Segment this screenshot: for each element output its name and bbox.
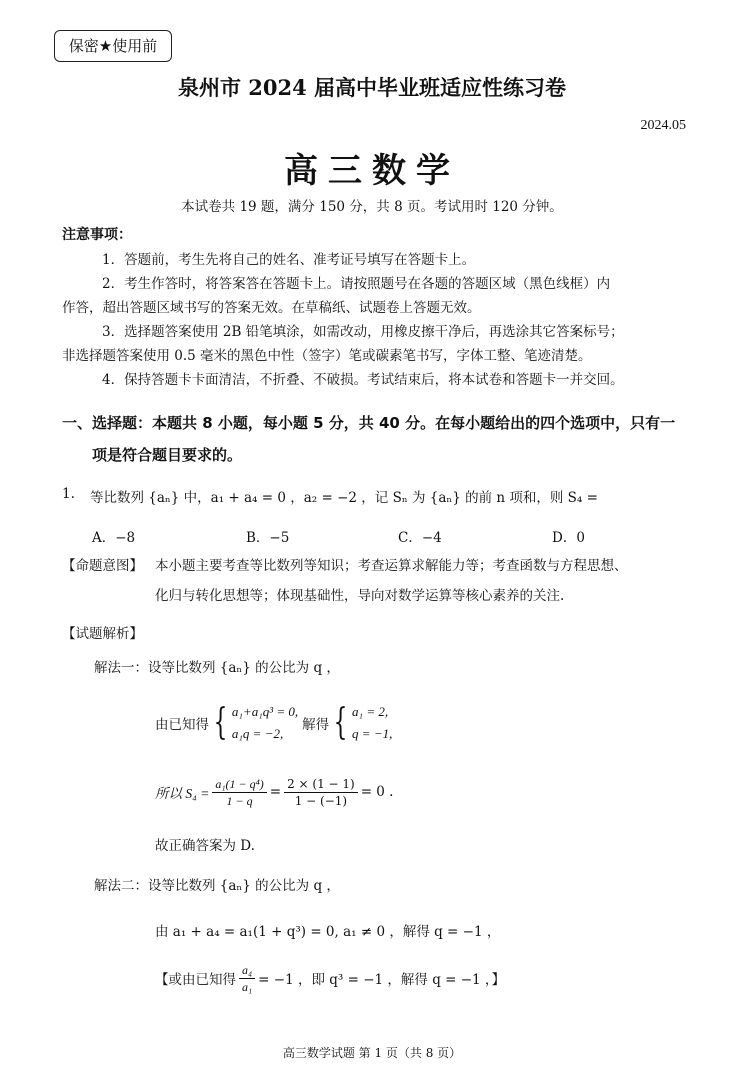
numerator: a₁(1 − q⁴) [212,776,266,793]
question-number: 1. [62,486,75,502]
equation-system-2 [352,701,392,745]
result: = 0 . [360,784,394,800]
intent-label: 【命题意图】 [62,558,143,574]
numerator: 2 × (1 − 1) [284,776,358,793]
equation-system-1 [232,701,298,745]
exam-title: 泉州市 2024 届高中毕业班适应性练习卷 [177,75,567,100]
numerator: a₄ [239,962,255,979]
sum-label: 所以 S₄ = [155,786,210,801]
section-heading-cont: 项是符合题目要求的。 [92,446,243,464]
notice-item: 1．答题前，考生先将自己的姓名、准考证号填写在答题卡上。 [102,252,476,268]
analysis-label: 【试题解析】 [62,626,143,642]
left-brace: { [213,702,228,743]
page-footer: 高三数学试题 第 1 页（共 8 页） [282,1046,462,1060]
fraction [284,776,358,809]
alt-prefix: 【或由已知得 [155,972,236,988]
method2-alt [155,956,505,1000]
known-label: 由已知得 [155,717,209,733]
fraction [212,776,266,809]
equation: q = −1, [352,726,393,741]
notice-item: 2．考生作答时，将答案答在答题卡上。请按照题号在各题的答题区域（黑色线框）内 [102,276,611,292]
notice-item: 非选择题答案使用 0.5 毫米的黑色中性（签字）笔或碳素笔书写，字体工整、笔迹清楚。 [62,348,592,364]
fraction [239,962,255,995]
section-heading: 一、选择题：本题共 8 小题，每小题 5 分，共 40 分。在每小题给出的四个选项中，只有一 [62,414,676,432]
subject-title: 高三数学 [284,151,460,191]
equation: a₁ = 2, [352,704,389,719]
equation: a₁q = −2, [231,726,284,741]
denominator: 1 − (−1) [294,793,348,808]
intent-text-cont: 化归与转化思想等；体现基础性，导向对数学运算等核心素养的关注. [155,588,565,604]
method1-answer: 故正确答案为 D. [155,838,255,854]
method2-intro: 解法二：设等比数列 {aₙ} 的公比为 q ， [94,878,340,894]
exam-intro: 本试卷共 19 题，满分 150 分，共 8 页。考试用时 120 分钟。 [181,199,563,215]
method1-sum: 所以 S₄ = $\frac{\text{a₁(1 − q⁴)}}{1 - q}$ = $\frac{2 \times (1 - 1)}{1 - (-1)}$ = 0 . [155,776,394,808]
notice-item: 作答，超出答题区域书写的答案无效。在草稿纸、试题卷上答题无效。 [62,300,481,316]
option-b: B．−5 [246,530,290,546]
method1-system [155,698,392,748]
confidential-badge: 保密★使用前 [54,30,172,62]
option-d: D．0 [552,530,585,546]
denominator: 1 − q [226,793,253,808]
notice-item: 3．选择题答案使用 2B 铅笔填涂，如需改动，用橡皮擦干净后，再选涂其它答案标号； [102,324,624,340]
intent-text: 本小题主要考查等比数列等知识；考查运算求解能力等；考查函数与方程思想、 [155,558,628,574]
method1-intro: 解法一：设等比数列 {aₙ} 的公比为 q ， [94,660,340,676]
notice-item: 4．保持答题卡卡面清洁，不折叠、不破损。考试结束后，将本试卷和答题卡一并交回。 [102,372,624,388]
notice-heading: 注意事项： [62,227,132,243]
exam-date: 2024.05 [640,118,686,133]
option-c: C．−4 [398,530,442,546]
method2-step: 由 a₁ + a₄ = a₁(1 + q³) = 0, a₁ ≠ 0 ，解得 q = −1 ， [155,924,501,940]
denominator: a₁ [242,979,253,994]
option-a: A．−8 [92,530,136,546]
alt-suffix: = −1 ，即 q³ = −1 ，解得 q = −1 ，】 [258,972,506,988]
equation: a₁+a₁q³ = 0, [231,704,299,719]
question-stem: 等比数列 {aₙ} 中，a₁ + a₄ = 0 ，a₂ = −2 ，记 Sₙ 为 {aₙ} 的前 n 项和，则 S₄ = [90,490,598,506]
solve-label: 解得 [302,717,330,733]
left-brace: { [333,702,348,743]
